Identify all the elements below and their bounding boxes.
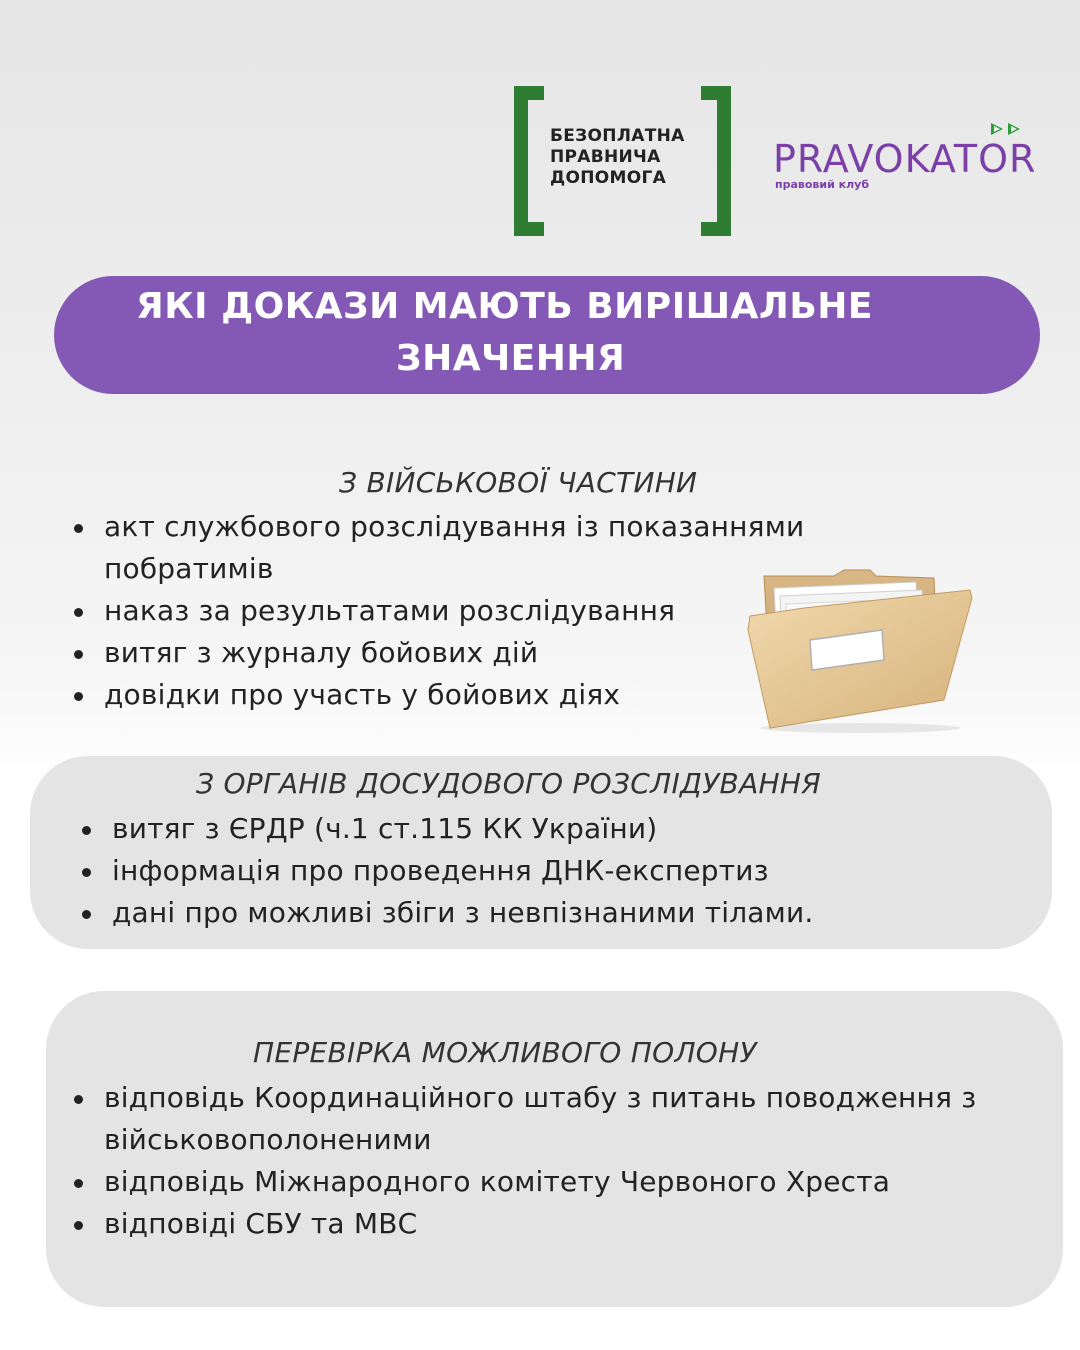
section-heading-pretrial-investigation: З ОРГАНІВ ДОСУДОВОГО РОЗСЛІДУВАННЯ	[196, 767, 821, 800]
logo-line-2: ПРАВНИЧА	[550, 147, 661, 167]
list-item: інформація про проведення ДНК-експертиз	[82, 850, 982, 892]
title-banner	[54, 276, 1040, 394]
list-item: витяг з журналу бойових дій	[74, 632, 864, 674]
pretrial-investigation-list	[82, 808, 982, 934]
logo-line-3: ДОПОМОГА	[550, 168, 667, 188]
captivity-check-list	[74, 1077, 1049, 1245]
logo-text	[550, 126, 720, 189]
logo-line-1: БЕЗОПЛАТНА	[550, 126, 685, 146]
pravokator-name: PRAVOKATOR	[773, 137, 1037, 181]
list-item: наказ за результатами розслідування	[74, 590, 864, 632]
list-item: дані про можливі збіги з невпізнаними тілами.	[82, 892, 982, 934]
folder-icon	[744, 568, 976, 733]
section-heading-captivity-check: ПЕРЕВІРКА МОЖЛИВОГО ПОЛОНУ	[253, 1036, 757, 1069]
list-item: витяг з ЄРДР (ч.1 ст.115 КК України)	[82, 808, 982, 850]
list-item: відповідь Міжнародного комітету Червоного Хреста	[74, 1161, 1049, 1203]
title-line-1: ЯКІ ДОКАЗИ МАЮТЬ ВИРІШАЛЬНЕ	[136, 286, 873, 327]
list-item: відповіді СБУ та МВС	[74, 1203, 1049, 1245]
double-arrow-icon	[991, 122, 1031, 136]
free-legal-aid-logo	[514, 86, 731, 236]
pravokator-logo	[773, 122, 1038, 192]
pravokator-subtitle: правовий клуб	[775, 178, 869, 191]
left-bracket	[514, 86, 544, 236]
list-item: довідки про участь у бойових діях	[74, 674, 864, 716]
list-item: акт службового розслідування із показаннями побратимів	[74, 506, 864, 590]
list-item: відповідь Координаційного штабу з питань поводження з військовополоненими	[74, 1077, 1049, 1161]
title-line-2: ЗНАЧЕННЯ	[396, 338, 626, 379]
section-heading-military-unit: З ВІЙСЬКОВОЇ ЧАСТИНИ	[339, 466, 698, 499]
